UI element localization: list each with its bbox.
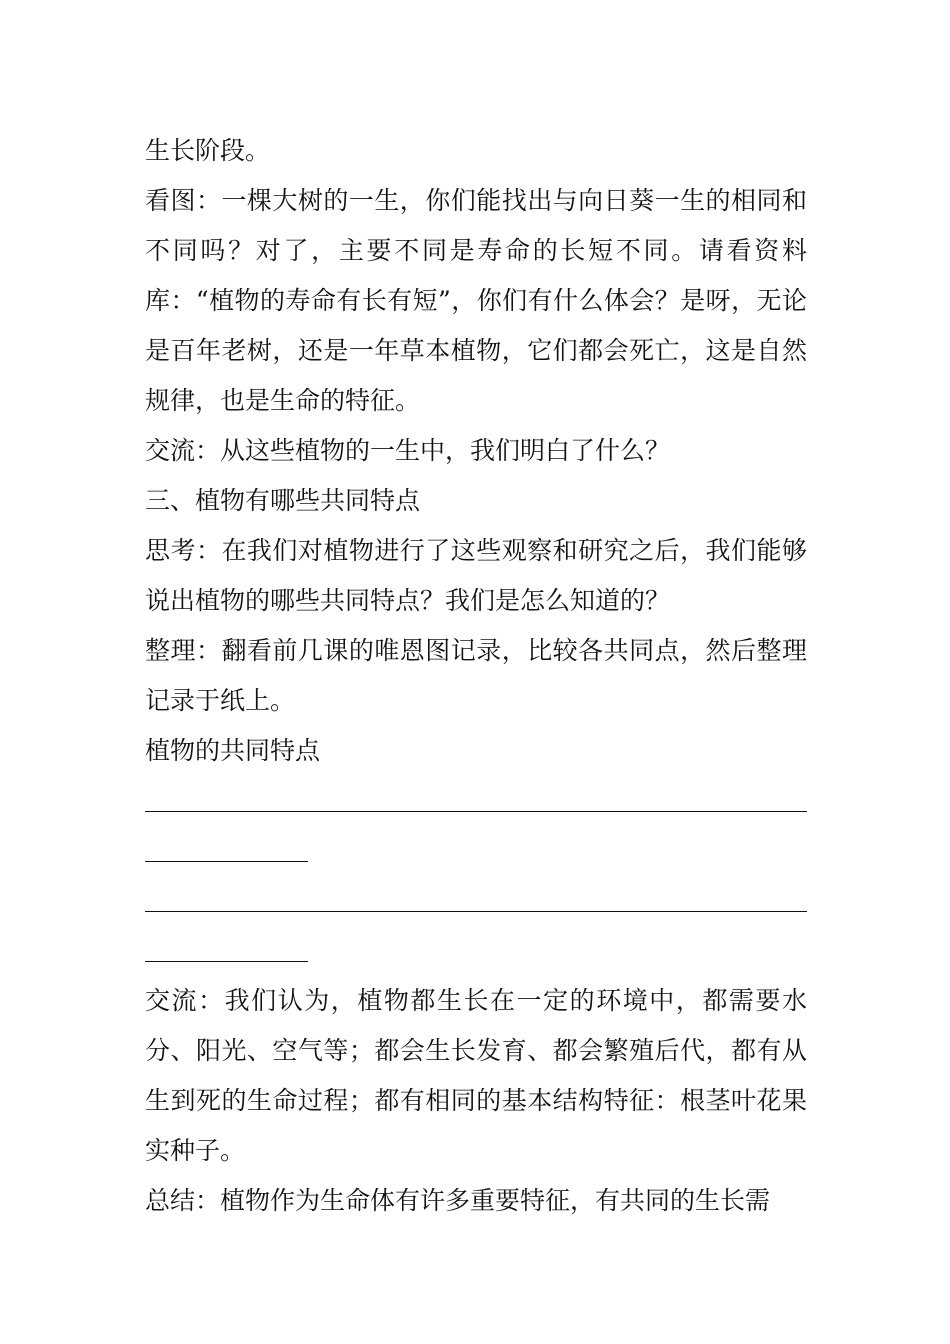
- paragraph-2: 看图：一棵大树的一生，你们能找出与向日葵一生的相同和不同吗？对了，主要不同是寿命的长短不同。请看资料库：“植物的寿命有长有短”，你们有什么体会？是呀，无论是百年老树，还是一年草本植物，它们都会死亡，这是自然规律，也是生命的特征。: [145, 186, 807, 415]
- section-heading: 三、植物有哪些共同特点: [145, 486, 421, 515]
- paragraph-8: 交流：我们认为，植物都生长在一定的环境中，都需要水分、阳光、空气等；都会生长发育、都会繁殖后代，都有从生到死的生命过程；都有相同的基本结构特征：根茎叶花果实种子。: [145, 986, 807, 1165]
- paragraph-9: 总结：植物作为生命体有许多重要特征，有共同的生长需: [145, 1186, 771, 1215]
- paragraph-1: 生长阶段。: [145, 136, 271, 165]
- paragraph-6: 整理：翻看前几课的唯恩图记录，比较各共同点，然后整理记录于纸上。: [145, 636, 807, 715]
- blank-line-short: [145, 926, 807, 976]
- document-page: [145, 126, 807, 1226]
- answer-blank-1: [145, 776, 807, 876]
- answer-blank-2: [145, 876, 807, 976]
- paragraph-7: 植物的共同特点: [145, 736, 321, 765]
- paragraph-5: 思考：在我们对植物进行了这些观察和研究之后，我们能够说出植物的哪些共同特点？我们是怎么知道的？: [145, 536, 807, 615]
- paragraph-3: 交流：从这些植物的一生中，我们明白了什么？: [145, 436, 671, 465]
- blank-line-short: [145, 826, 807, 876]
- blank-line-full: [145, 876, 807, 926]
- blank-line-full: [145, 776, 807, 826]
